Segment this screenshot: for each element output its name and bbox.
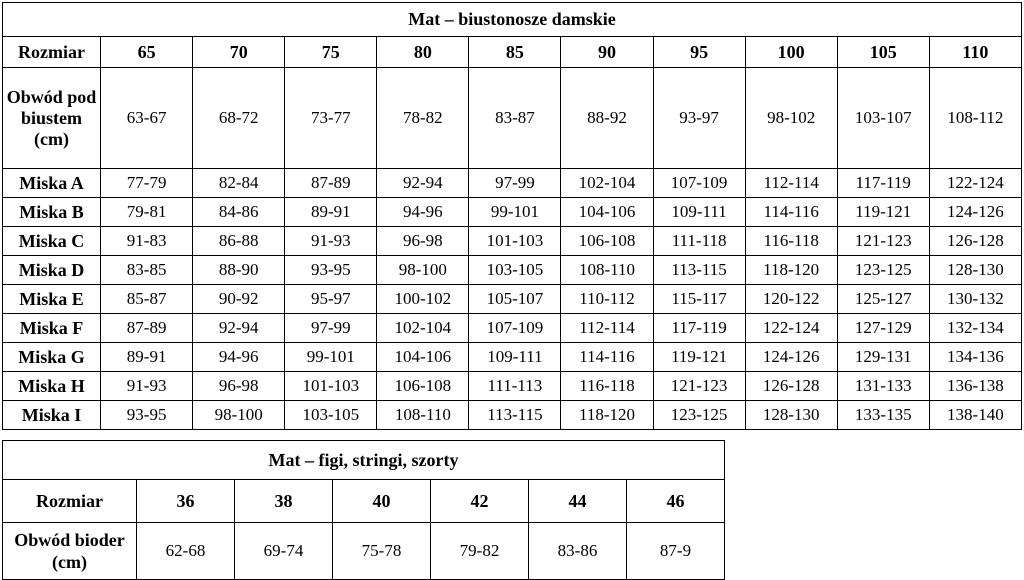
panty-size-44: 44 <box>529 480 627 523</box>
panty-size-42: 42 <box>431 480 529 523</box>
hips-value: 62-68 <box>137 523 235 580</box>
underbust-value: 68-72 <box>193 68 285 169</box>
cup-value: 96-98 <box>193 372 285 401</box>
table-row <box>3 285 1022 314</box>
cup-value: 93-95 <box>285 256 377 285</box>
table-row <box>3 314 1022 343</box>
cup-value: 92-94 <box>193 314 285 343</box>
cup-label: Miska I <box>3 401 101 430</box>
cup-value: 79-81 <box>101 198 193 227</box>
hips-value: 69-74 <box>235 523 333 580</box>
cup-value: 117-119 <box>653 314 745 343</box>
cup-value: 126-128 <box>745 372 837 401</box>
cup-value: 122-124 <box>929 169 1021 198</box>
bra-size-label: Rozmiar <box>3 37 101 68</box>
panty-size-40: 40 <box>333 480 431 523</box>
cup-value: 110-112 <box>561 285 653 314</box>
cup-value: 103-105 <box>469 256 561 285</box>
cup-value: 100-102 <box>377 285 469 314</box>
cup-value: 101-103 <box>469 227 561 256</box>
cup-value: 94-96 <box>193 343 285 372</box>
cup-value: 116-118 <box>561 372 653 401</box>
band-size-80: 80 <box>377 37 469 68</box>
cup-value: 114-116 <box>561 343 653 372</box>
band-size-105: 105 <box>837 37 929 68</box>
cup-label: Miska F <box>3 314 101 343</box>
cup-value: 104-106 <box>561 198 653 227</box>
underbust-value: 83-87 <box>469 68 561 169</box>
panty-table-title: Mat – figi, stringi, szorty <box>3 441 725 480</box>
cup-value: 109-111 <box>469 343 561 372</box>
underbust-value: 73-77 <box>285 68 377 169</box>
cup-value: 112-114 <box>561 314 653 343</box>
cup-value: 131-133 <box>837 372 929 401</box>
table-row <box>3 523 725 580</box>
table-row <box>3 372 1022 401</box>
cup-value: 104-106 <box>377 343 469 372</box>
table-row <box>3 401 1022 430</box>
cup-value: 86-88 <box>193 227 285 256</box>
cup-value: 99-101 <box>285 343 377 372</box>
cup-value: 113-115 <box>653 256 745 285</box>
cup-value: 103-105 <box>285 401 377 430</box>
cup-label: Miska A <box>3 169 101 198</box>
panty-size-table <box>2 440 725 580</box>
panty-table-header-row <box>3 480 725 523</box>
hips-value: 87-9 <box>627 523 725 580</box>
cup-value: 96-98 <box>377 227 469 256</box>
hips-label: Obwód bioder (cm) <box>3 523 137 580</box>
underbust-label: Obwód pod biustem (cm) <box>3 68 101 169</box>
cup-value: 118-120 <box>745 256 837 285</box>
hips-value: 75-78 <box>333 523 431 580</box>
cup-value: 119-121 <box>837 198 929 227</box>
cup-value: 112-114 <box>745 169 837 198</box>
table-row <box>3 198 1022 227</box>
band-size-110: 110 <box>929 37 1021 68</box>
bra-table-header-row <box>3 37 1022 68</box>
cup-value: 128-130 <box>745 401 837 430</box>
band-size-75: 75 <box>285 37 377 68</box>
cup-value: 94-96 <box>377 198 469 227</box>
underbust-value: 98-102 <box>745 68 837 169</box>
panty-table-title-row <box>3 441 725 480</box>
panty-size-46: 46 <box>627 480 725 523</box>
cup-value: 129-131 <box>837 343 929 372</box>
cup-value: 84-86 <box>193 198 285 227</box>
hips-value: 79-82 <box>431 523 529 580</box>
panty-size-label: Rozmiar <box>3 480 137 523</box>
cup-value: 105-107 <box>469 285 561 314</box>
cup-value: 91-93 <box>101 372 193 401</box>
cup-value: 108-110 <box>561 256 653 285</box>
underbust-value: 103-107 <box>837 68 929 169</box>
cup-value: 119-121 <box>653 343 745 372</box>
underbust-value: 93-97 <box>653 68 745 169</box>
underbust-value: 78-82 <box>377 68 469 169</box>
cup-value: 121-123 <box>837 227 929 256</box>
table-row <box>3 169 1022 198</box>
cup-value: 116-118 <box>745 227 837 256</box>
cup-value: 117-119 <box>837 169 929 198</box>
underbust-value: 88-92 <box>561 68 653 169</box>
cup-value: 95-97 <box>285 285 377 314</box>
cup-value: 130-132 <box>929 285 1021 314</box>
cup-value: 91-93 <box>285 227 377 256</box>
cup-value: 88-90 <box>193 256 285 285</box>
table-row <box>3 343 1022 372</box>
cup-value: 106-108 <box>377 372 469 401</box>
cup-label: Miska B <box>3 198 101 227</box>
cup-value: 98-100 <box>377 256 469 285</box>
cup-value: 134-136 <box>929 343 1021 372</box>
band-size-85: 85 <box>469 37 561 68</box>
table-row <box>3 227 1022 256</box>
cup-value: 91-83 <box>101 227 193 256</box>
cup-value: 138-140 <box>929 401 1021 430</box>
band-size-100: 100 <box>745 37 837 68</box>
band-size-95: 95 <box>653 37 745 68</box>
cup-value: 89-91 <box>101 343 193 372</box>
bra-size-table <box>2 2 1022 430</box>
underbust-row <box>3 68 1022 169</box>
cup-value: 83-85 <box>101 256 193 285</box>
cup-value: 77-79 <box>101 169 193 198</box>
cup-value: 109-111 <box>653 198 745 227</box>
bra-table-title-row <box>3 3 1022 37</box>
underbust-value: 108-112 <box>929 68 1021 169</box>
cup-value: 90-92 <box>193 285 285 314</box>
cup-value: 98-100 <box>193 401 285 430</box>
cup-value: 89-91 <box>285 198 377 227</box>
hips-value: 83-86 <box>529 523 627 580</box>
cup-value: 106-108 <box>561 227 653 256</box>
cup-value: 127-129 <box>837 314 929 343</box>
cup-value: 99-101 <box>469 198 561 227</box>
cup-value: 123-125 <box>653 401 745 430</box>
cup-label: Miska E <box>3 285 101 314</box>
cup-value: 85-87 <box>101 285 193 314</box>
cup-value: 87-89 <box>101 314 193 343</box>
cup-value: 111-118 <box>653 227 745 256</box>
band-size-90: 90 <box>561 37 653 68</box>
cup-value: 92-94 <box>377 169 469 198</box>
cup-value: 111-113 <box>469 372 561 401</box>
cup-value: 120-122 <box>745 285 837 314</box>
bra-table-title: Mat – biustonosze damskie <box>3 3 1022 37</box>
cup-value: 133-135 <box>837 401 929 430</box>
cup-value: 93-95 <box>101 401 193 430</box>
cup-value: 113-115 <box>469 401 561 430</box>
cup-value: 125-127 <box>837 285 929 314</box>
cup-value: 107-109 <box>653 169 745 198</box>
cup-value: 114-116 <box>745 198 837 227</box>
cup-label: Miska D <box>3 256 101 285</box>
cup-value: 124-126 <box>745 343 837 372</box>
cup-value: 123-125 <box>837 256 929 285</box>
cup-value: 87-89 <box>285 169 377 198</box>
cup-label: Miska C <box>3 227 101 256</box>
cup-value: 126-128 <box>929 227 1021 256</box>
cup-value: 97-99 <box>469 169 561 198</box>
cup-value: 108-110 <box>377 401 469 430</box>
cup-value: 136-138 <box>929 372 1021 401</box>
cup-value: 82-84 <box>193 169 285 198</box>
cup-value: 102-104 <box>377 314 469 343</box>
cup-value: 101-103 <box>285 372 377 401</box>
size-chart-page <box>0 2 1024 572</box>
cup-value: 115-117 <box>653 285 745 314</box>
panty-table-wrapper <box>2 440 1024 580</box>
band-size-70: 70 <box>193 37 285 68</box>
cup-value: 128-130 <box>929 256 1021 285</box>
cup-label: Miska H <box>3 372 101 401</box>
cup-value: 132-134 <box>929 314 1021 343</box>
cup-value: 118-120 <box>561 401 653 430</box>
cup-value: 124-126 <box>929 198 1021 227</box>
cup-label: Miska G <box>3 343 101 372</box>
table-row <box>3 256 1022 285</box>
cup-value: 107-109 <box>469 314 561 343</box>
panty-size-36: 36 <box>137 480 235 523</box>
cup-value: 97-99 <box>285 314 377 343</box>
cup-value: 122-124 <box>745 314 837 343</box>
cup-value: 121-123 <box>653 372 745 401</box>
panty-size-38: 38 <box>235 480 333 523</box>
cup-value: 102-104 <box>561 169 653 198</box>
underbust-value: 63-67 <box>101 68 193 169</box>
band-size-65: 65 <box>101 37 193 68</box>
